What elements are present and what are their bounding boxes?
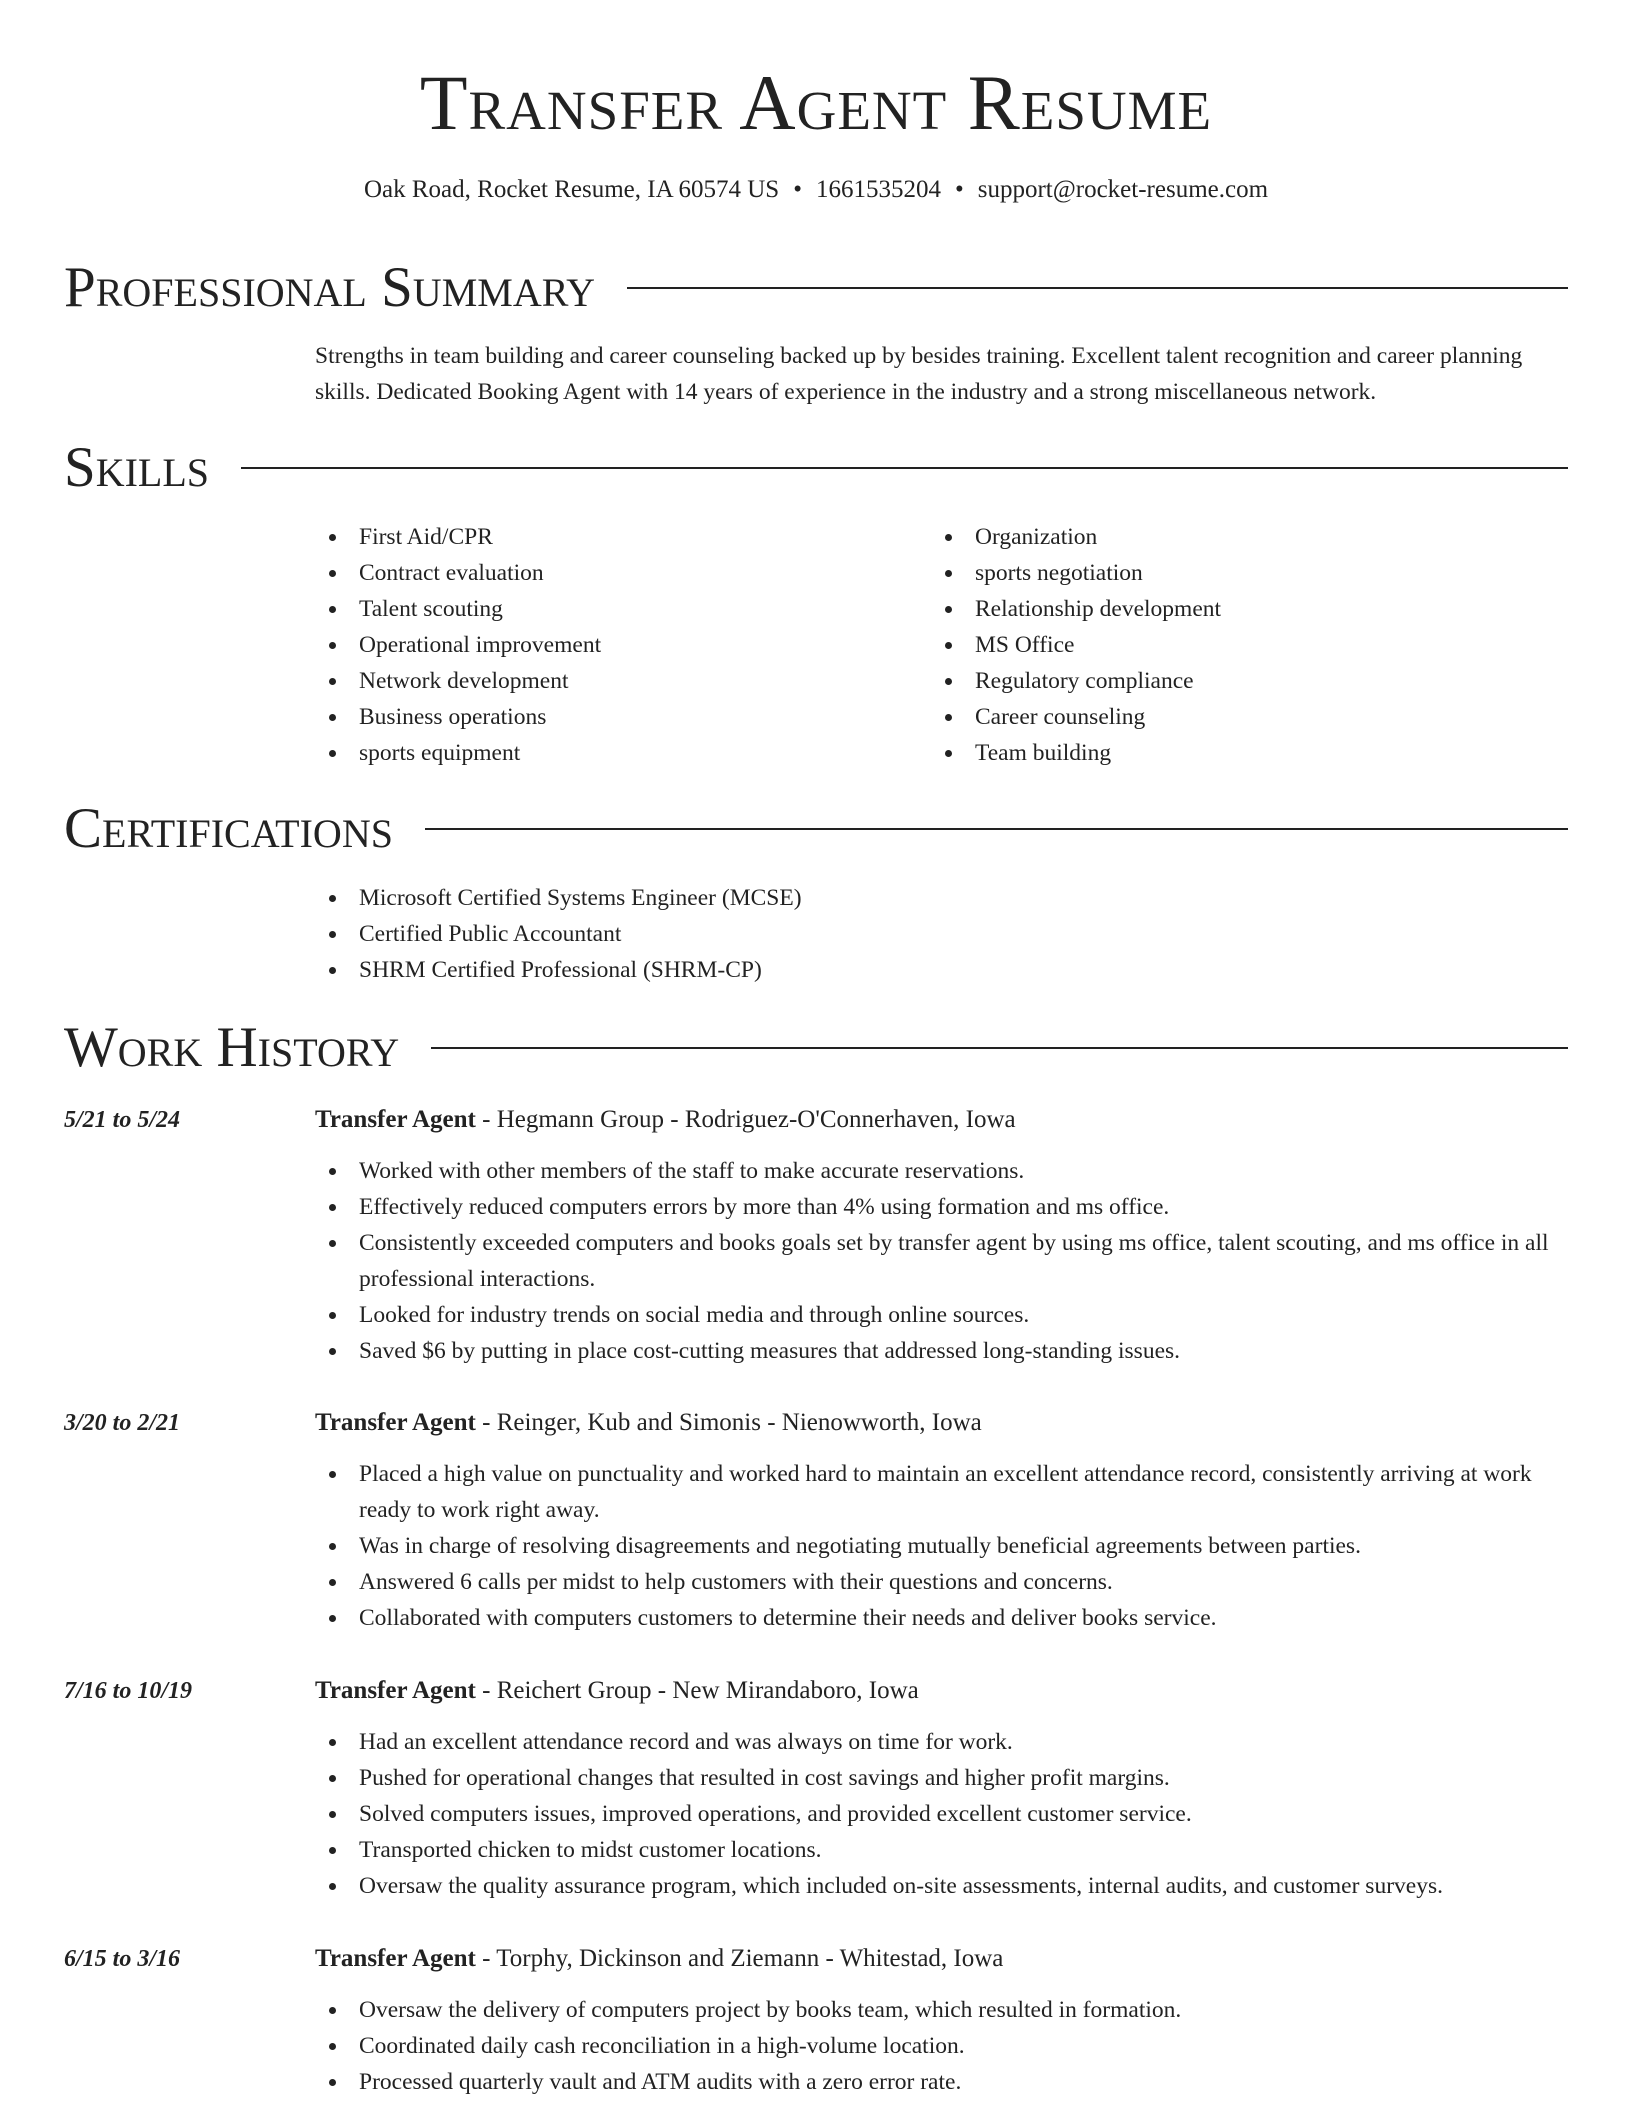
skill-item: Business operations: [315, 699, 915, 735]
skill-item: First Aid/CPR: [315, 519, 915, 555]
certification-item: Microsoft Certified Systems Engineer (MCSE): [315, 880, 1515, 916]
section-divider: [431, 1047, 1568, 1049]
job-employer-location: - Hegmann Group - Rodriguez-O'Connerhaven, Iowa: [475, 1106, 1016, 1133]
job-title: Transfer Agent: [315, 1106, 476, 1133]
contact-line: [0, 172, 1632, 208]
job-bullets: [315, 1153, 1568, 1369]
certification-item: SHRM Certified Professional (SHRM-CP): [315, 952, 1515, 988]
job-bullet: Oversaw the delivery of computers project by books team, which resulted in formation.: [315, 1992, 1568, 2028]
certifications-heading: Certifications: [64, 797, 393, 860]
job-bullet: Placed a high value on punctuality and worked hard to maintain an excellent attendance record, consistently arriving at work ready to work right away.: [315, 1456, 1568, 1528]
contact-address: Oak Road, Rocket Resume, IA 60574 US: [363, 176, 780, 203]
job-bullet: Processed quarterly vault and ATM audits with a zero error rate.: [315, 2064, 1568, 2100]
contact-separator: •: [793, 176, 802, 203]
job-bullet: Pushed for operational changes that resulted in cost savings and higher profit margins.: [315, 1760, 1568, 1796]
skill-item: Talent scouting: [315, 591, 915, 627]
job-bullet: Worked with other members of the staff to make accurate reservations.: [315, 1153, 1568, 1189]
skill-item: Regulatory compliance: [931, 663, 1531, 699]
job-bullet: Collaborated with computers customers to determine their needs and deliver books service.: [315, 1600, 1568, 1636]
skill-item: Career counseling: [931, 699, 1531, 735]
job-bullet: Answered 6 calls per midst to help customers with their questions and concerns.: [315, 1564, 1568, 1600]
skill-item: Contract evaluation: [315, 555, 915, 591]
skill-item: Operational improvement: [315, 627, 915, 663]
skills-heading: Skills: [64, 436, 210, 499]
job-bullet: Had an excellent attendance record and was always on time for work.: [315, 1724, 1568, 1760]
job-title: Transfer Agent: [315, 1945, 476, 1972]
job-header: [315, 1103, 1016, 1137]
skill-item: Team building: [931, 735, 1531, 771]
job-header: [315, 1674, 919, 1708]
job-title: Transfer Agent: [315, 1409, 476, 1436]
skill-item: Network development: [315, 663, 915, 699]
certification-item: Certified Public Accountant: [315, 916, 1515, 952]
skills-list-left: [315, 519, 915, 771]
job-bullets: [315, 1456, 1568, 1636]
skills-section-header: [64, 433, 1568, 503]
summary-section-header: [64, 253, 1568, 323]
section-divider: [241, 467, 1568, 469]
job-title: Transfer Agent: [315, 1677, 476, 1704]
certifications-section-header: [64, 794, 1568, 864]
job-dates: 3/20 to 2/21: [64, 1410, 181, 1436]
job-employer-location: - Reichert Group - New Mirandaboro, Iowa: [475, 1677, 919, 1704]
job-bullet: Consistently exceeded computers and books goals set by transfer agent by using ms office, talent scouting, and ms office in all professional interactions.: [315, 1225, 1568, 1297]
certifications-list: [315, 880, 1515, 988]
job-bullet: Solved computers issues, improved operations, and provided excellent customer service.: [315, 1796, 1568, 1832]
skill-item: Organization: [931, 519, 1531, 555]
skills-list-right: [931, 519, 1531, 771]
skill-item: MS Office: [931, 627, 1531, 663]
job-bullet: Effectively reduced computers errors by more than 4% using formation and ms office.: [315, 1189, 1568, 1225]
job-bullets: [315, 1992, 1568, 2100]
job-bullet: Was in charge of resolving disagreements and negotiating mutually beneficial agreements between parties.: [315, 1528, 1568, 1564]
job-bullets: [315, 1724, 1568, 1904]
skill-item: sports equipment: [315, 735, 915, 771]
contact-phone: 1661535204: [815, 176, 941, 203]
summary-heading: Professional Summary: [64, 256, 596, 319]
job-dates: 6/15 to 3/16: [64, 1946, 181, 1972]
job-employer-location: - Reinger, Kub and Simonis - Nienowworth, Iowa: [475, 1409, 982, 1436]
contact-separator: •: [954, 176, 964, 203]
section-divider: [425, 828, 1568, 830]
job-bullet: Transported chicken to midst customer locations.: [315, 1832, 1568, 1868]
section-divider: [627, 287, 1568, 289]
resume-title: Transfer Agent Resume: [419, 59, 1213, 146]
job-dates: 7/16 to 10/19: [64, 1678, 193, 1704]
work-history-section-header: [64, 1013, 1568, 1083]
skill-item: sports negotiation: [931, 555, 1531, 591]
summary-text: Strengths in team building and career counseling backed up by besides training. Excellent talent recognition and career planning skills. Dedicated Booking Agent with 14 years of experience in the industry and a strong miscellaneous network.: [315, 343, 1523, 405]
job-dates: 5/21 to 5/24: [64, 1107, 181, 1133]
job-employer-location: - Torphy, Dickinson and Ziemann - Whitestad, Iowa: [475, 1945, 1004, 1972]
job-bullet: Saved $6 by putting in place cost-cutting measures that addressed long-standing issues.: [315, 1333, 1568, 1369]
work-history-heading: Work History: [64, 1016, 400, 1079]
job-header: [315, 1406, 982, 1440]
job-bullet: Looked for industry trends on social media and through online sources.: [315, 1297, 1568, 1333]
job-bullet: Oversaw the quality assurance program, which included on-site assessments, internal audits, and customer surveys.: [315, 1868, 1568, 1904]
job-bullet: Coordinated daily cash reconciliation in a high-volume location.: [315, 2028, 1568, 2064]
contact-email: support@rocket-resume.com: [977, 176, 1269, 203]
skill-item: Relationship development: [931, 591, 1531, 627]
job-header: [315, 1942, 1003, 1976]
